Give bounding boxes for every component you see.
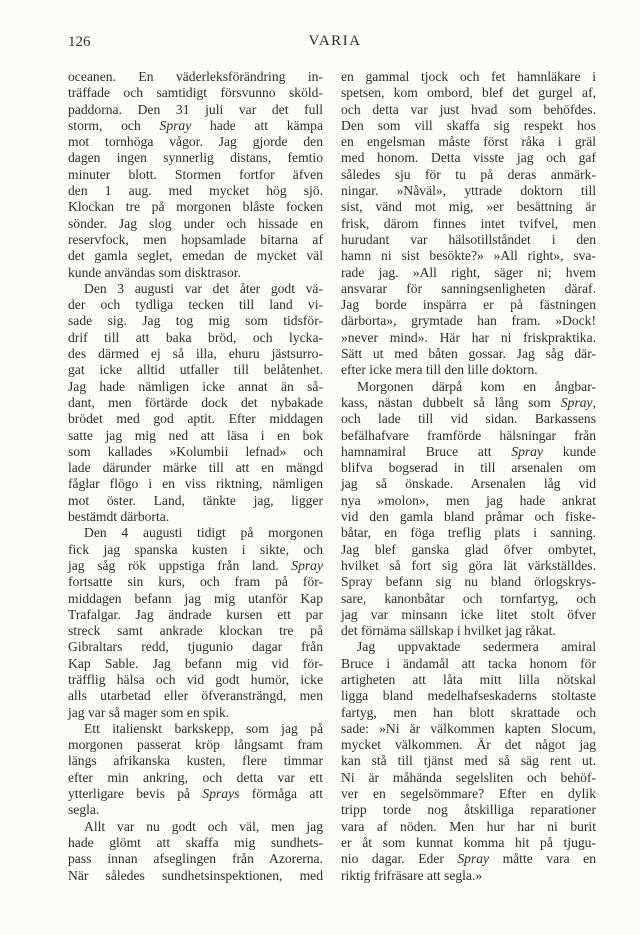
text-line bbox=[68, 248, 323, 264]
text-segment: gat icke alltid utfaller till belåtenhet. bbox=[68, 362, 323, 378]
text-line bbox=[341, 525, 596, 541]
text-line bbox=[341, 248, 596, 264]
text-line bbox=[341, 460, 596, 476]
text-line bbox=[341, 102, 596, 118]
text-line bbox=[68, 167, 323, 183]
paragraph bbox=[68, 525, 323, 721]
text-segment: mot öster. Land, tänkte jag, ligger bbox=[68, 492, 323, 508]
text-line bbox=[341, 493, 596, 509]
text-segment: jag var så mager som en spik. bbox=[68, 704, 230, 720]
right-column bbox=[341, 69, 596, 884]
left-column bbox=[68, 69, 323, 884]
text-line bbox=[341, 705, 596, 721]
text-line bbox=[341, 134, 596, 150]
text-segment: ver en segelsömmare? Efter en dylik bbox=[341, 786, 596, 802]
text-segment: och detta var just hvad som behöfdes. bbox=[341, 101, 596, 117]
text-segment: sade sig. Jag tog mig som tidsför- bbox=[68, 313, 323, 329]
text-line bbox=[341, 379, 596, 395]
text-line bbox=[341, 542, 596, 558]
text-segment: mycket välkommen. Är det något jag bbox=[341, 737, 596, 753]
text-segment: bestämdt därborta. bbox=[68, 509, 170, 525]
text-segment: hamn ni sist besökte?» »All right», sva- bbox=[341, 248, 596, 264]
text-segment: Gibraltars redd, tjugunio dagar från bbox=[68, 639, 323, 655]
text-segment: tripp torde nog åtskilliga reparationer bbox=[341, 802, 596, 818]
text-line bbox=[341, 721, 596, 737]
text-segment: ningar. »Nåväl», yttrade doktorn till bbox=[341, 183, 596, 199]
text-line bbox=[341, 85, 596, 101]
text-line bbox=[68, 102, 323, 118]
text-line bbox=[68, 281, 323, 297]
text-line bbox=[68, 330, 323, 346]
text-segment: morgonen passerat kröp långsamt fram bbox=[68, 737, 323, 753]
text-line bbox=[341, 297, 596, 313]
text-segment: därborta», grymtade han fram. »Dock! bbox=[341, 313, 596, 329]
text-line bbox=[341, 330, 596, 346]
paragraph bbox=[341, 639, 596, 883]
italic-ship-name: Spray bbox=[560, 394, 593, 410]
text-segment: en gammal tjock och fet hamnläkare i bbox=[341, 69, 596, 84]
text-line bbox=[68, 85, 323, 101]
text-line bbox=[341, 428, 596, 444]
text-segment: jag var minsann icke litet stolt öfver bbox=[341, 606, 596, 622]
text-segment: Morgonen därpå kom en ångbar- bbox=[357, 378, 596, 394]
text-segment: hvilket så fort sig göra lät värkställdes. bbox=[341, 557, 596, 573]
text-segment: spetsen, kom ombord, blef det gurgel af, bbox=[341, 85, 596, 101]
text-segment: dant, men förtärde dock det nybakade bbox=[68, 394, 323, 410]
paragraph bbox=[68, 281, 323, 525]
italic-ship-name: Spray bbox=[511, 443, 543, 459]
italic-ship-name: Spray bbox=[291, 557, 323, 573]
text-segment: lade därunder märke till att en mängd bbox=[68, 460, 323, 476]
text-line bbox=[68, 183, 323, 199]
text-segment: Sätt ut med båten gossar. Jag såg där- bbox=[341, 346, 596, 362]
text-segment: båtar, en föga treflig plats i sanning. bbox=[341, 525, 596, 541]
text-segment: artigheten att låta mitt lilla nötskal bbox=[341, 671, 596, 687]
text-line bbox=[68, 362, 323, 378]
text-segment: frisk, därom finnes intet tvifvel, men bbox=[341, 215, 596, 231]
text-line bbox=[341, 770, 596, 786]
text-segment: den 1 aug. med mycket hög sjö. bbox=[68, 183, 323, 199]
text-line bbox=[341, 216, 596, 232]
text-segment: jag så önskade. Arsenalen låg vid bbox=[341, 476, 596, 492]
text-segment: Ni är måhända segelsliten och behöf- bbox=[341, 769, 596, 785]
text-segment: Kap Sable. Jag befann mig vid för- bbox=[68, 655, 323, 671]
text-segment: fick jag spanska kusten i sikte, och bbox=[68, 541, 323, 557]
text-segment: som kallades »Kolumbii lefnad» och bbox=[68, 443, 323, 459]
text-segment: ligga bland medelhafseskaderns stoltaste bbox=[341, 688, 596, 704]
page-number: 126 bbox=[68, 34, 91, 50]
text-segment: sare, kanonbåtar och tornfartyg, och bbox=[341, 590, 596, 606]
text-line bbox=[68, 395, 323, 411]
text-line bbox=[68, 851, 323, 867]
text-segment: befälhafvare framförde hälsningar från bbox=[341, 427, 596, 443]
text-segment: efter min ankring, och detta var ett bbox=[68, 769, 323, 785]
text-segment: segla. bbox=[68, 802, 100, 818]
text-segment: fåglar flögo i en viss riktning, nämligen bbox=[68, 476, 323, 492]
text-line bbox=[341, 819, 596, 835]
text-line bbox=[341, 395, 596, 411]
text-segment: , bbox=[592, 394, 596, 410]
text-segment: Allt var nu godt och väl, men jag bbox=[84, 818, 323, 834]
text-segment: oceanen. En väderleksförändring in- bbox=[68, 69, 323, 84]
text-segment: middagen befann jag mig utanför Kap bbox=[68, 590, 323, 606]
text-segment: »never mind». Här har ni friskpraktika. bbox=[341, 329, 596, 345]
italic-ship-name: Spray bbox=[457, 851, 490, 867]
text-line bbox=[341, 69, 596, 85]
text-line bbox=[341, 509, 596, 525]
text-segment: förmåga att bbox=[239, 786, 323, 802]
text-line bbox=[341, 623, 596, 639]
italic-ship-name: Spray bbox=[159, 117, 192, 133]
text-line bbox=[341, 835, 596, 851]
text-segment: efter icke mera till den lille doktorn. bbox=[341, 362, 538, 378]
text-segment: kass, nästan dubbelt så lång som bbox=[341, 394, 561, 410]
text-line bbox=[341, 786, 596, 802]
text-segment: Jag uppvaktade sedermera amiral bbox=[357, 639, 596, 655]
text-line bbox=[341, 868, 596, 884]
text-segment: Spray befann sig nu bland örlogskrys- bbox=[341, 574, 596, 590]
text-line bbox=[341, 737, 596, 753]
text-line bbox=[68, 150, 323, 166]
text-segment: des därmed ej så illa, ehuru jästsurro- bbox=[68, 346, 323, 362]
text-segment: en engelsman måste först råka i gräl bbox=[341, 134, 596, 150]
text-line bbox=[341, 639, 596, 655]
text-line bbox=[68, 199, 323, 215]
text-segment: Den 3 augusti var det åter godt vä- bbox=[84, 280, 323, 296]
text-line bbox=[341, 558, 596, 574]
text-line bbox=[341, 851, 596, 867]
text-line bbox=[68, 753, 323, 769]
text-line bbox=[68, 493, 323, 509]
text-line bbox=[341, 199, 596, 215]
text-segment: Bruce i ändamål att tacka honom för bbox=[341, 655, 596, 671]
text-segment: mot tornhöga vågor. Jag gjorde den bbox=[68, 134, 323, 150]
text-segment: nya »molon», men jag hade ankrat bbox=[341, 492, 596, 508]
text-segment: alls utarbetad eller öfveransträngd, men bbox=[68, 688, 323, 704]
text-line bbox=[68, 558, 323, 574]
text-segment: Klockan tre på morgonen blåste focken bbox=[68, 199, 323, 215]
text-line bbox=[341, 411, 596, 427]
text-line bbox=[68, 460, 323, 476]
text-line bbox=[341, 802, 596, 818]
text-segment: satte jag mig ned att läsa i en bok bbox=[68, 427, 323, 443]
text-segment: sist, vänd mot mig, »er besättning är bbox=[341, 199, 596, 215]
text-segment: vid den gamla bland pråmar och fiske- bbox=[341, 509, 596, 525]
text-line bbox=[68, 216, 323, 232]
text-segment: hade att kämpa bbox=[191, 117, 323, 133]
text-segment: drif till att baka bröd, och lycka- bbox=[68, 329, 323, 345]
text-line bbox=[68, 623, 323, 639]
text-segment: Den som vill skaffa sig respekt hos bbox=[341, 117, 596, 133]
text-segment: dagen ingen synnerlig distans, femtio bbox=[68, 150, 323, 166]
text-segment: hurudant var hälsotillståndet i den bbox=[341, 231, 596, 247]
text-line bbox=[68, 509, 323, 525]
text-line bbox=[68, 770, 323, 786]
text-segment: Jag blef ganska glad öfver ombytet, bbox=[341, 541, 596, 557]
text-segment: Jag hade nämligen icke annat än så- bbox=[68, 378, 323, 394]
text-segment: med honom. Detta visste jag och gaf bbox=[341, 150, 596, 166]
text-line bbox=[341, 183, 596, 199]
text-line bbox=[68, 297, 323, 313]
text-line bbox=[68, 705, 323, 721]
text-line bbox=[341, 313, 596, 329]
text-line bbox=[341, 476, 596, 492]
text-segment: nio dagar. Eder bbox=[341, 851, 458, 867]
text-segment: kan stå till tjänst med så säg rent ut. bbox=[341, 753, 596, 769]
text-line bbox=[341, 362, 596, 378]
text-line bbox=[68, 656, 323, 672]
text-segment: pass innan afseglingen från Azorerna. bbox=[68, 851, 323, 867]
paragraph bbox=[68, 721, 323, 819]
text-segment: paddorna. Den 31 juli var det full bbox=[68, 101, 323, 117]
text-line bbox=[68, 786, 323, 802]
text-line bbox=[68, 232, 323, 248]
text-line bbox=[68, 476, 323, 492]
text-line bbox=[341, 591, 596, 607]
text-segment: brödet med god aptit. Efter middagen bbox=[68, 411, 323, 427]
text-line bbox=[68, 542, 323, 558]
text-line bbox=[341, 672, 596, 688]
text-line bbox=[341, 574, 596, 590]
text-segment: hade glömt att skaffa mig sundhets- bbox=[68, 834, 323, 850]
text-line bbox=[68, 346, 323, 362]
text-segment: längs afrikanska kusten, flere timmar bbox=[68, 753, 323, 769]
text-line bbox=[68, 639, 323, 655]
text-line bbox=[68, 444, 323, 460]
text-line bbox=[68, 868, 323, 884]
text-line bbox=[341, 265, 596, 281]
text-segment: blifva bogserad in till arsenalen om bbox=[341, 460, 596, 476]
text-segment: kunde bbox=[543, 443, 596, 459]
text-segment: Trafalgar. Jag ändrade kursen ett par bbox=[68, 606, 323, 622]
text-line bbox=[68, 737, 323, 753]
text-segment: minuter blott. Stormen fortfor äfven bbox=[68, 166, 323, 182]
text-line bbox=[341, 688, 596, 704]
running-title: VARIA bbox=[308, 33, 362, 49]
paragraph bbox=[341, 379, 596, 640]
paragraph bbox=[341, 69, 596, 379]
text-segment: jag såg rök uppstiga från land. bbox=[68, 557, 292, 573]
text-segment: sönder. Jag slog under och hissade en bbox=[68, 215, 323, 231]
text-segment: och lade till vid sidan. Barkassens bbox=[341, 411, 596, 427]
text-line bbox=[68, 525, 323, 541]
text-line bbox=[341, 346, 596, 362]
text-segment: kunde användas som disktrasor. bbox=[68, 264, 241, 280]
text-line bbox=[341, 444, 596, 460]
text-segment: träfflig hälsa och vid godt humör, icke bbox=[68, 671, 323, 687]
text-segment: streck samt ankrade klockan tre på bbox=[68, 623, 323, 639]
text-segment: er åt som kunnat komma hit på tjugu- bbox=[341, 834, 596, 850]
text-line bbox=[341, 281, 596, 297]
text-line bbox=[68, 688, 323, 704]
italic-ship-name: Sprays bbox=[202, 786, 240, 802]
text-line bbox=[68, 411, 323, 427]
text-line bbox=[341, 118, 596, 134]
text-segment: således sju för tu på deras anmärk- bbox=[341, 166, 596, 182]
text-line bbox=[68, 721, 323, 737]
text-line bbox=[68, 835, 323, 851]
text-segment: När således sundhetsinspektionen, med bbox=[68, 867, 323, 883]
text-line bbox=[68, 379, 323, 395]
text-segment: det förnäma sällskap i hvilket jag råkat. bbox=[341, 623, 556, 639]
text-segment: fartyg, men han blott skrattade och bbox=[341, 704, 596, 720]
text-line bbox=[68, 265, 323, 281]
text-segment: riktig frifräsare att segla.» bbox=[341, 867, 483, 883]
text-line bbox=[341, 150, 596, 166]
text-segment: vara af nöden. Men hur har ni burit bbox=[341, 818, 596, 834]
text-segment: Jag borde inspärra er på fästningen bbox=[341, 297, 596, 313]
text-line bbox=[68, 69, 323, 85]
text-segment: ytterligare bevis på bbox=[68, 786, 203, 802]
text-segment: storm, och bbox=[68, 117, 160, 133]
text-line bbox=[68, 802, 323, 818]
text-segment: hamnamiral Bruce att bbox=[341, 443, 512, 459]
paragraph bbox=[68, 819, 323, 884]
text-line bbox=[68, 574, 323, 590]
text-segment: reservfock, men hopsamlade bitarna af bbox=[68, 231, 323, 247]
text-line bbox=[68, 134, 323, 150]
text-line bbox=[68, 313, 323, 329]
text-line bbox=[68, 819, 323, 835]
text-line bbox=[341, 656, 596, 672]
text-line bbox=[68, 591, 323, 607]
text-line bbox=[68, 607, 323, 623]
text-line bbox=[341, 607, 596, 623]
text-line bbox=[341, 753, 596, 769]
text-segment: det gamla seglet, emedan de mycket väl bbox=[68, 248, 323, 264]
text-segment: der och tydliga tecken till land vi- bbox=[68, 297, 323, 313]
text-line bbox=[341, 167, 596, 183]
text-segment: sade: »Ni är välkommen kapten Slocum, bbox=[341, 720, 596, 736]
text-segment: rade jag. »All right, säger ni; hvem bbox=[341, 264, 596, 280]
text-segment: Ett italienskt barkskepp, som jag på bbox=[84, 720, 323, 736]
text-line bbox=[341, 232, 596, 248]
text-segment: träffade och samtidigt försvunno sköld- bbox=[68, 85, 323, 101]
paragraph bbox=[68, 69, 323, 281]
text-line bbox=[68, 118, 323, 134]
text-segment: måtte vara en bbox=[489, 851, 596, 867]
text-segment: Den 4 augusti tidigt på morgonen bbox=[84, 525, 323, 541]
text-line bbox=[68, 672, 323, 688]
text-segment: ansvarar för sanningsenligheten däraf. bbox=[341, 280, 596, 296]
text-segment: fortsatte sin kurs, och fram på för- bbox=[68, 574, 323, 590]
text-line bbox=[68, 428, 323, 444]
